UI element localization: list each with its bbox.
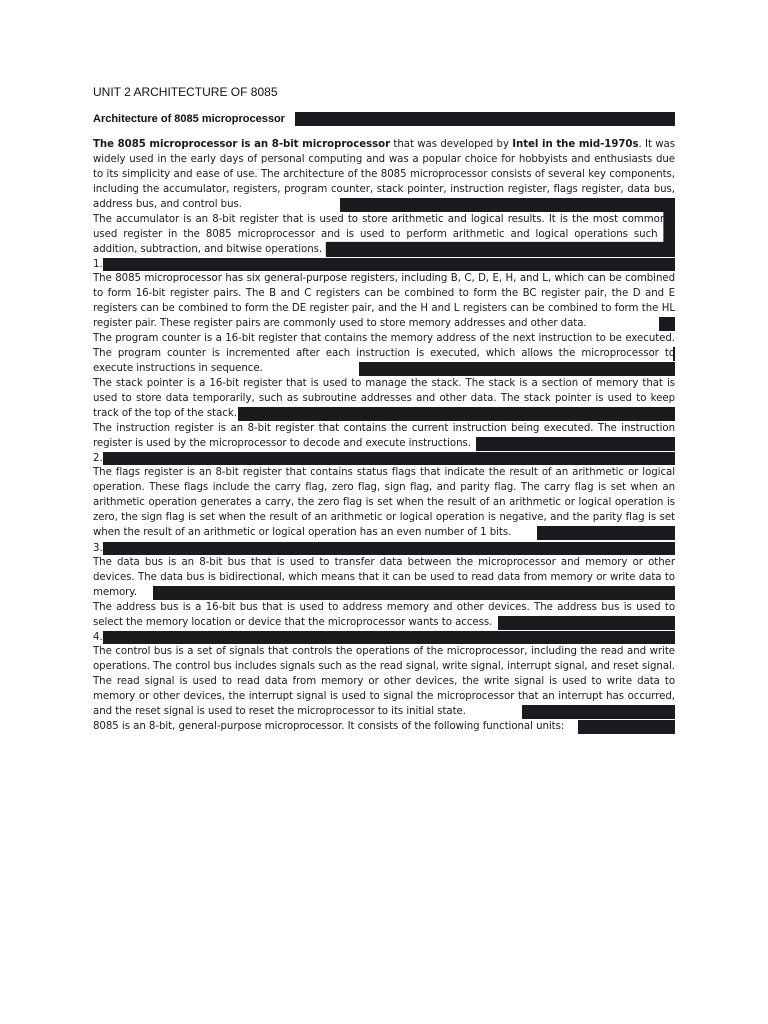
redaction-bar <box>578 720 675 734</box>
redaction-bar <box>476 437 675 451</box>
redaction-bar <box>238 407 675 421</box>
list-number-1 <box>93 257 675 272</box>
paragraph-flags <box>93 465 675 540</box>
redaction-bar <box>295 112 675 126</box>
paragraph-instruction-register <box>93 421 675 451</box>
list-number-1-text: 1. <box>93 259 103 270</box>
paragraph-accumulator <box>93 212 675 257</box>
paragraph-stack-pointer-text: The stack pointer is a 16-bit register that is used to manage the stack. The stack is a section of memory that is used to store data temporarily, such as subroutine addresses and other data. The stack pointer is used to keep track of the top of the stack. <box>93 378 675 419</box>
paragraph-accumulator-text: The accumulator is an 8-bit register that is used to store arithmetic and logical results. It is the most commonly used register in the 8085 microprocessor and is used to perform arithmetic and logical operations such as addition, subtraction, and bitwise operations. <box>93 214 675 255</box>
paragraph-data-bus <box>93 555 675 600</box>
redaction-bar <box>103 631 675 644</box>
paragraph-data-bus-text: The data bus is an 8-bit bus that is used to transfer data between the microprocessor and memory or other devices. The data bus is bidirectional, which means that it can be used to read data from memory or write data to memory. <box>93 557 675 598</box>
section-heading-text: Architecture of 8085 microprocessor <box>93 113 285 125</box>
redaction-bar <box>103 542 675 555</box>
redaction-bar <box>103 258 675 271</box>
intro-text-2: . It was widely used in the early days of personal computing and was a popular choice for hobbyists and enthusiasts due to its simplicity and ease of use. The architecture of the 8085 microprocessor consists of several key components, including the accumulator, registers, program counter, stack pointer, instruction register, flags register, data bus, address bus, and control bus. <box>93 139 675 210</box>
paragraph-address-bus-text: The address bus is a 16-bit bus that is used to address memory and other devices. The address bus is used to select the memory location or device that the microprocessor wants to access. <box>93 602 675 628</box>
redaction-bar <box>103 452 675 465</box>
redaction-bar <box>326 243 675 257</box>
list-number-2 <box>93 451 675 466</box>
intro-bold-2: Intel in the mid-1970s <box>512 139 639 150</box>
paragraph-program-counter-text: The program counter is a 16-bit register that contains the memory address of the next instruction to be executed. The program counter is incremented after each instruction is executed, which allows the microprocessor to execute instructions in sequence. <box>93 333 675 374</box>
paragraph-program-counter <box>93 331 675 376</box>
redaction-bar <box>522 705 675 719</box>
list-number-2-text: 2. <box>93 453 103 464</box>
section-heading <box>93 112 675 126</box>
paragraph-registers <box>93 271 675 331</box>
redaction-bar <box>340 198 675 212</box>
paragraph-functional-units-text: 8085 is an 8-bit, general-purpose microprocessor. It consists of the following functional units: <box>93 721 565 732</box>
redaction-bar <box>359 362 675 376</box>
paragraph-control-bus-text: The control bus is a set of signals that controls the operations of the microprocessor, including the read and write operations. The control bus includes signals such as the read signal, write signal, interrupt signal, and reset signal. The read signal is used to read data from memory or other devices, the write signal is used to write data to memory or other devices, the interrupt signal is used to signal the microprocessor that an interrupt has occurred, and the reset signal is used to reset the microprocessor to its initial state. <box>93 646 675 717</box>
redaction-bar <box>537 526 675 540</box>
paragraph-functional-units <box>93 719 675 734</box>
intro-bold-1: The 8085 microprocessor is an 8-bit microprocessor <box>93 139 391 150</box>
list-number-3-text: 3. <box>93 543 103 554</box>
paragraph-address-bus <box>93 600 675 630</box>
paragraph-intro <box>93 137 675 212</box>
redaction-bar <box>498 616 675 630</box>
list-number-4-text: 4. <box>93 632 103 643</box>
redaction-bar <box>153 586 675 600</box>
paragraph-instruction-register-text: The instruction register is an 8-bit register that contains the current instruction being executed. The instruction register is used by the microprocessor to decode and execute instructions. <box>93 423 675 449</box>
list-number-3 <box>93 541 675 556</box>
paragraph-stack-pointer <box>93 376 675 421</box>
redaction-bar <box>659 317 675 331</box>
paragraph-control-bus <box>93 644 675 719</box>
unit-title: UNIT 2 ARCHITECTURE OF 8085 <box>93 85 278 99</box>
list-number-4 <box>93 630 675 645</box>
paragraph-registers-text: The 8085 microprocessor has six general-purpose registers, including B, C, D, E, H, and L, which can be combined to form 16-bit register pairs. The B and C registers can be combined to form the BC register pair, the D and E registers can be combined to form the DE register pair, and the H and L registers can be combined to form the HL register pair. These register pairs are commonly used to store memory addresses and other data. <box>93 273 675 329</box>
paragraph-flags-text: The flags register is an 8-bit register that contains status flags that indicate the result of an arithmetic or logical operation. These flags include the carry flag, zero flag, sign flag, and parity flag. The carry flag is set when an arithmetic operation generates a carry, the zero flag is set when the result of an arithmetic or logical operation is zero, the sign flag is set when the result of an arithmetic or logical operation is negative, and the parity flag is set when the result of an arithmetic or logical operation has an even number of 1 bits. <box>93 467 675 538</box>
intro-text-1: that was developed by <box>390 139 513 150</box>
